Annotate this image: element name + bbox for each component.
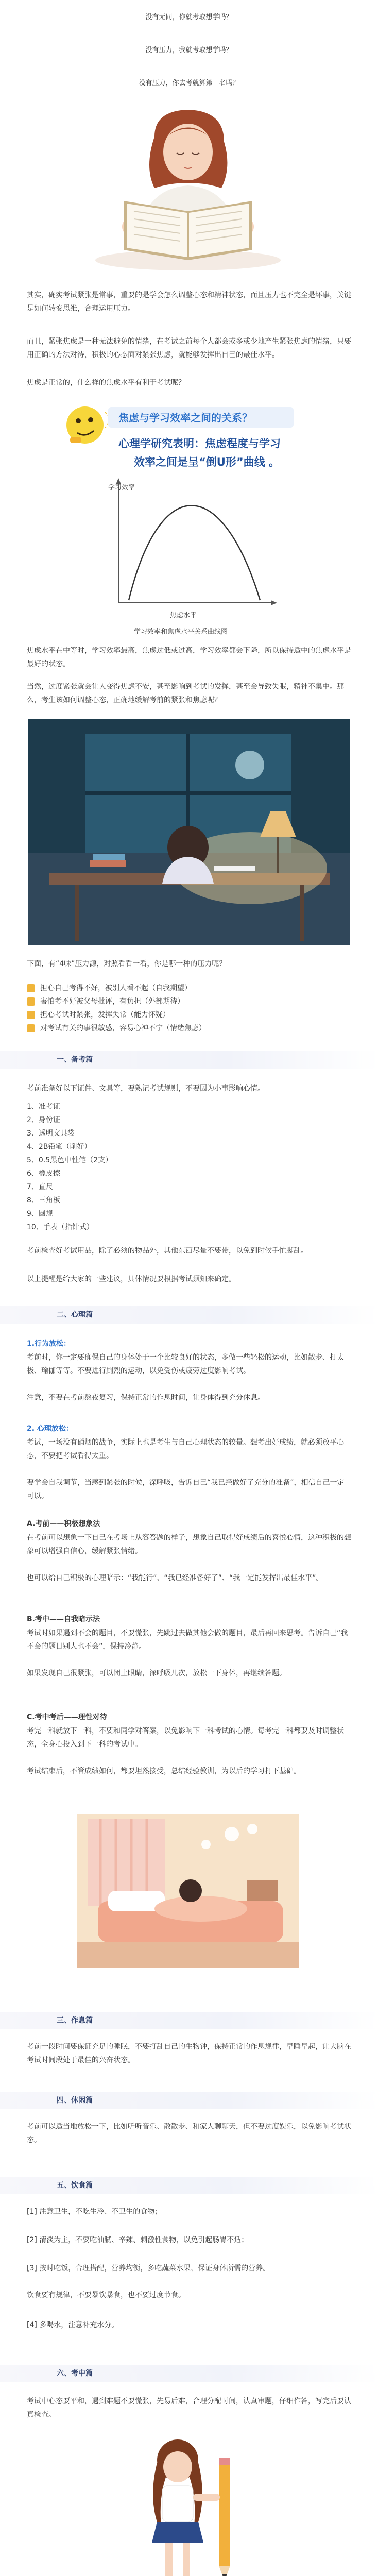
checkbox-icon [27, 984, 35, 992]
checklist-item: 害怕考不好被父母批评，有负担（外部期待） [27, 995, 351, 1008]
method-b-body: 考试时如果遇到不会的题目，不要慌张，先跳过去做其他会做的题目，最后再回来思考。告诉自己“我不会的题目别人也不会”，保持冷静。 [27, 1629, 348, 1651]
prep-intro: 考前准备好以下证件、文具等，要熟记考试规则，不要因为小事影响心情。 [27, 1084, 265, 1093]
student-reading-illustration [77, 106, 299, 276]
section-header-exam: 六、考中篇 [0, 2365, 378, 2382]
routine-body: 考前一段时间要保证充足的睡眠，不要打乱自己的生物钟，保持正常的作息规律，早睡早起，让大脑在考试时间段处于最佳的兴奋状态。 [27, 2043, 351, 2064]
intro-question-3: 没有压力，你去考就算第一名吗？ [139, 79, 239, 87]
curve-subtitle-2: 效率之间是呈“倒U形”曲线 。 [134, 456, 280, 468]
diet-item-3: [3] 按时吃饭，合理搭配，营养均衡，多吃蔬菜水果，保证身体所需的营养。 [27, 2264, 270, 2273]
intro-question-2: 没有压力，我就考取想学吗？ [145, 46, 233, 54]
anxiety-efficiency-figure [57, 397, 324, 639]
sub-mind-relax: 2. 心理放松： [27, 1425, 73, 1433]
paragraph-stress: 其实，确实考试紧张是常事，重要的是学会怎么调整心态和精神状态，而且压力也不完全是坏事，关键是如何转变思维，合理运用压力。 [27, 291, 351, 313]
diet-item-2: [2] 清淡为主，不要吃油腻、辛辣、刺激性食物，以免引起肠胃不适； [27, 2236, 249, 2244]
night-study-illustration [28, 719, 350, 945]
pencil-icon [219, 2463, 230, 2566]
checkbox-icon [27, 997, 35, 1006]
paragraph-efficiency: 焦虑水平在中等时，学习效率最高，焦虑过低或过高，学习效率都会下降，所以保持适中的焦虑水平是最好的状态。 [27, 647, 351, 668]
mind-relax-text: 考试，一场没有硝烟的战争，实际上也是考生与自己心理状态的较量。想考出好成绩，就必须放平心态，不要把考试看得太重。 [27, 1438, 344, 1460]
section-header-prep: 一、备考篇 [0, 1051, 378, 1069]
section-header-diet: 五、饮食篇 [0, 2177, 378, 2194]
method-c-body-2: 考试结束后，不管成绩如何，都要坦然接受，总结经验教训，为以后的学习打下基础。 [27, 1767, 301, 1775]
x-axis-label: 焦虑水平 [170, 612, 197, 619]
diet-item-3b: 饮食要有规律，不要暴饮暴食，也不要过度节食。 [27, 2291, 185, 2299]
curve-subtitle-1: 心理学研究表明：焦虑程度与学习 [118, 437, 281, 450]
section-header-psychology: 二、心理篇 [0, 1306, 378, 1324]
prep-items: 1、准考证 2、身份证 3、透明文具袋 4、2B铅笔（削好） 5、0.5黑色中性笔（2支） 6、橡皮擦 7、直尺 8、三角板 9、圆规 10、手表（指针式） [27, 1103, 113, 1231]
mind-relax-text-2: 要学会自我调节，当感到紧张的时候，深呼吸，告诉自己“我已经做好了充分的准备”，相信自己一定可以。 [27, 1479, 345, 1500]
checklist-item: 担心考试时紧张，发挥失常（能力怀疑） [27, 1008, 351, 1022]
bedroom-illustration [77, 1814, 299, 1968]
curve-title: 焦虑与学习效率之间的关系？ [118, 412, 252, 424]
prep-tail: 考前检查好考试用品，除了必须的物品外，其他东西尽量不要带，以免到时候手忙脚乱。 [27, 1247, 308, 1255]
paragraph-question: 焦虑是正常的，什么样的焦虑水平有利于考试呢？ [27, 379, 185, 387]
exam-body: 考试中心态要平和，遇到难题不要慌张，先易后难，合理分配时间，认真审题，仔细作答，写完后要认真检查。 [27, 2397, 351, 2419]
checkbox-icon [27, 1024, 35, 1032]
method-a-body: 在考前可以想象一下自己在考场上从容答题的样子，想象自己取得好成绩后的喜悦心情，这种积极的想象可以增强自信心，缓解紧张情绪。 [27, 1534, 351, 1555]
method-a-title: A.考前——积极想象法 [27, 1520, 100, 1528]
checklist-item: 对考试有关的事很敏感，容易心神不宁（情绪焦虑） [27, 1022, 351, 1035]
prep-tail-2: 以上提醒是给大家的一些建议，具体情况要根据考试须知来确定。 [27, 1275, 236, 1283]
checkbox-icon [27, 1011, 35, 1019]
diet-item-1: [1] 注意卫生，不吃生冷、不卫生的食物； [27, 2208, 162, 2216]
method-c-body: 考完一科就放下一科，不要和同学对答案，以免影响下一科考试的心情。每考完一科都要及时调整状态，全身心投入到下一科的考试中。 [27, 1727, 344, 1749]
method-b-body-2: 如果发现自己很紧张，可以闭上眼睛，深呼吸几次，放松一下身体，再继续答题。 [27, 1669, 286, 1677]
checklist-item: 担心自己考得不好，被别人看不起（自我期望） [27, 981, 351, 995]
behavior-relax-text: 考前时，你一定要确保自己的身体处于一个比较良好的状态，多做一些轻松的运动，比如散步、打太极、瑜伽等等。不要进行剧烈的运动，以免受伤或疲劳过度影响考试。 [27, 1353, 344, 1375]
girl-with-pencil-illustration [126, 2432, 260, 2576]
diet-item-4: [4] 多喝水，注意补充水分。 [27, 2321, 119, 2329]
behavior-relax-text-2: 注意，不要在考前熬夜复习，保持正常的作息时间，让身体得到充分休息。 [27, 1394, 265, 1402]
paragraph-anxiety: 而且，紧张焦虑是一种无法避免的情绪，在考试之前每个人都会或多或少地产生紧张焦虑的情绪，只要用正确的方法对待，积极的心态面对紧张焦虑，就能够发挥出自己的最佳水平。 [27, 337, 351, 359]
method-a-body-2: 也可以给自己积极的心理暗示：“我能行”、“我已经准备好了”、“我一定能发挥出最佳水平”。 [27, 1574, 323, 1582]
intro-question-1: 没有无同，你就考取想学吗？ [145, 13, 233, 21]
paragraph-stress-sources: 下面，有“4味”压力源，对照看看一看，你是哪一种的压力呢？ [27, 960, 227, 968]
section-header-routine: 三、作息篇 [0, 2012, 378, 2029]
curve-caption: 学习效率和焦虑水平关系曲线图 [134, 628, 228, 636]
stress-checklist [27, 981, 351, 1035]
section-header-leisure: 四、休闲篇 [0, 2092, 378, 2109]
y-axis-label: 学习效率 [108, 484, 135, 492]
paragraph-overanxiety: 当然，过度紧张就会让人变得焦虑不安，甚至影响到考试的发挥，甚至会导致失眠，精神不集中。那么，考生该如何调整心态，正确地缓解考前的紧张和焦虑呢？ [27, 683, 344, 704]
sub-behavior-relax: 1.行为放松： [27, 1340, 71, 1348]
inverted-u-curve [129, 505, 260, 600]
method-c-title: C.考中考后——理性对待 [27, 1713, 107, 1721]
leisure-body: 考前可以适当地放松一下，比如听听音乐、散散步、和家人聊聊天，但不要过度娱乐，以免影响考试状态。 [27, 2123, 351, 2144]
method-b-title: B.考中——自我暗示法 [27, 1615, 100, 1623]
